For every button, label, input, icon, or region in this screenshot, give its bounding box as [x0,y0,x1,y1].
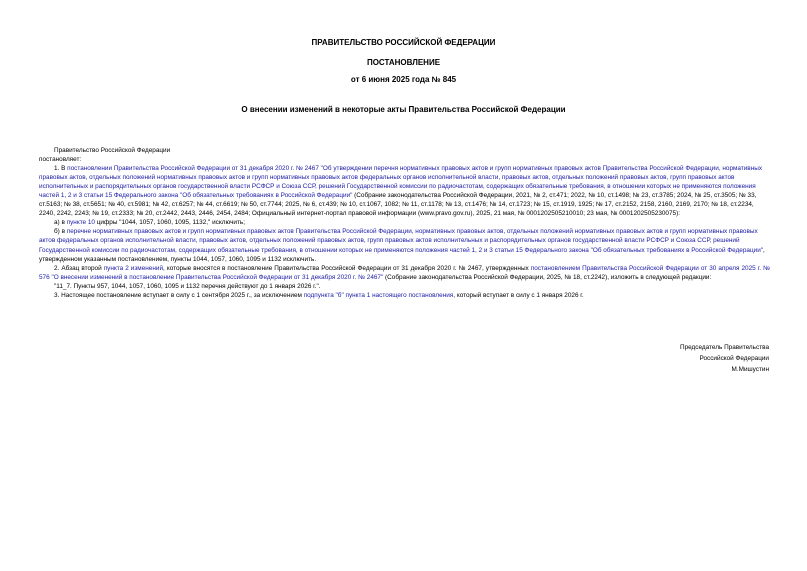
link-subparagraph-b[interactable]: подпункта "б" пункта 1 настоящего постановления [303,291,454,299]
paragraph-3 [39,291,770,300]
signatory-name: М.Мишустин [731,366,769,373]
paragraph-1 [39,164,770,218]
link-resolution-2467[interactable]: постановлении Правительства Российской Федерации от 31 декабря 2020 г. № 2467 "Об утверждении перечня нормативных правовых актов и групп нормативных правовых актов Правительства Российской Федерации, нормативных правовых актов, отдельных положений нормативных правовых актов и групп нормативных правовых актов федеральных органов исполнительной власти, правовых актов, отдельных положений правовых актов, групп правовых актов исполнительных и распорядительных органов государственной власти РСФСР и Союза ССР, решений Государственной комиссии по радиочастотам, содержащих обязательные требования, в отношении которых не применяются положения частей 1, 2 и 3 статьи 15 Федерального закона "Об обязательных требованиях в Российской Федерации" [39,165,763,200]
subparagraph-a [39,218,770,227]
document-date: от 6 июня 2025 года № 845 [350,75,457,84]
document-body [39,146,770,300]
paragraph-2 [39,264,770,282]
subparagraph-b-lead: б) в [54,228,67,236]
document-type: ПОСТАНОВЛЕНИЕ [366,58,441,67]
signatory-position: Председатель Правительства [680,344,769,351]
resolves-line: постановляет: [39,156,82,164]
subparagraph-a-lead: а) в [54,219,67,227]
paragraph-3-lead: 3. Настоящее постановление вступает в силу с 1 сентября 2025 г., за исключением [54,291,304,299]
link-changes-point-2[interactable]: пункта 2 изменений [103,264,164,272]
link-point-10[interactable]: пункте 10 [66,219,95,227]
quoted-wording: "11_7. Пункты 957, 1044, 1057, 1060, 1095 и 1132 перечня действуют до 1 января 2026 г.". [54,282,321,290]
paragraph-1-lead: 1. В [54,165,68,173]
government-name: ПРАВИТЕЛЬСТВО РОССИЙСКОЙ ФЕДЕРАЦИИ [311,38,496,47]
subparagraph-b [39,227,770,263]
paragraph-3-tail: , который вступает в силу с 1 января 2026 г. [453,291,584,299]
subparagraph-a-text: цифры "1044, 1057, 1060, 1095, 1132," исключить; [95,219,246,227]
paragraph-2-lead: 2. Абзац второй [54,264,104,272]
link-resolution-576[interactable]: постановлением Правительства Российской Федерации от 30 апреля 2025 г. № 576 "О внесении изменений в постановление Правительства Российской Федерации от 31 декабря 2020 г. № 2467" [39,264,770,281]
link-list-of-acts[interactable]: перечне нормативных правовых актов и групп нормативных правовых актов Правительства Российской Федерации, нормативных правовых актов, отдельных положений нормативных правовых актов и групп нормативных правовых актов федеральных органов исполнительной власти, правовых актов, отдельных положений правовых актов, групп правовых актов исполнительных и распорядительных органов государственной власти РСФСР и Союза ССР, решений Государственной комиссии по радиочастотам, содержащих обязательные требования, в отношении которых не применяются положения частей 1, 2 и 3 статьи 15 Федерального закона "Об обязательных требованиях в Российской Федерации" [39,228,764,254]
document-title: О внесении изменений в некоторые акты Правительства Российской Федерации [241,105,566,114]
paragraph-2-tail: (Собрание законодательства Российской Федерации, 2025, № 18, ст.2242), изложить в следующей редакции: [383,273,712,281]
paragraph-1-sources: (Собрание законодательства Российской Федерации, 2021, № 2, ст.471; 2022, № 10, ст.1498; № 23, ст.3785; 2024, № 25, ст.3505; № 33, ст.5163; № 38, ст.5651; № 40, ст.5981; № 42, ст.6257; № 44, ст.6619; № 50, ст.7744; 2025, № 6, ст.439; № 10, ст.1067, 1082; № 11, ст.1178; № 13, ст.1476; № 14, ст.1723; № 15, ст.1919, 1925; № 17, ст.2152, 2158, 2160, 2169, 2170; № 18, ст.2234, 2240, 2242, 2243; № 19, ст.2333; № 20, ст.2442, 2443, 2446, 2454, 2484; Официальный интернет-портал правовой информации (www.pravo.gov.ru), 2025, 21 мая, № 0001202505210010; 23 мая, № 0001202505230075): [39,192,757,218]
signatory-country: Российской Федерации [699,355,769,362]
intro-line: Правительство Российской Федерации [54,147,171,154]
subparagraph-b-text: , утвержденном указанным постановлением, пункты 1044, 1057, 1060, 1095 и 1132 исключить. [39,246,765,263]
paragraph-2-mid: , которые вносятся в постановление Правительства Российской Федерации от 31 декабря 2020 г. № 2467, утвержденных [163,264,531,272]
signature-block [569,342,769,375]
